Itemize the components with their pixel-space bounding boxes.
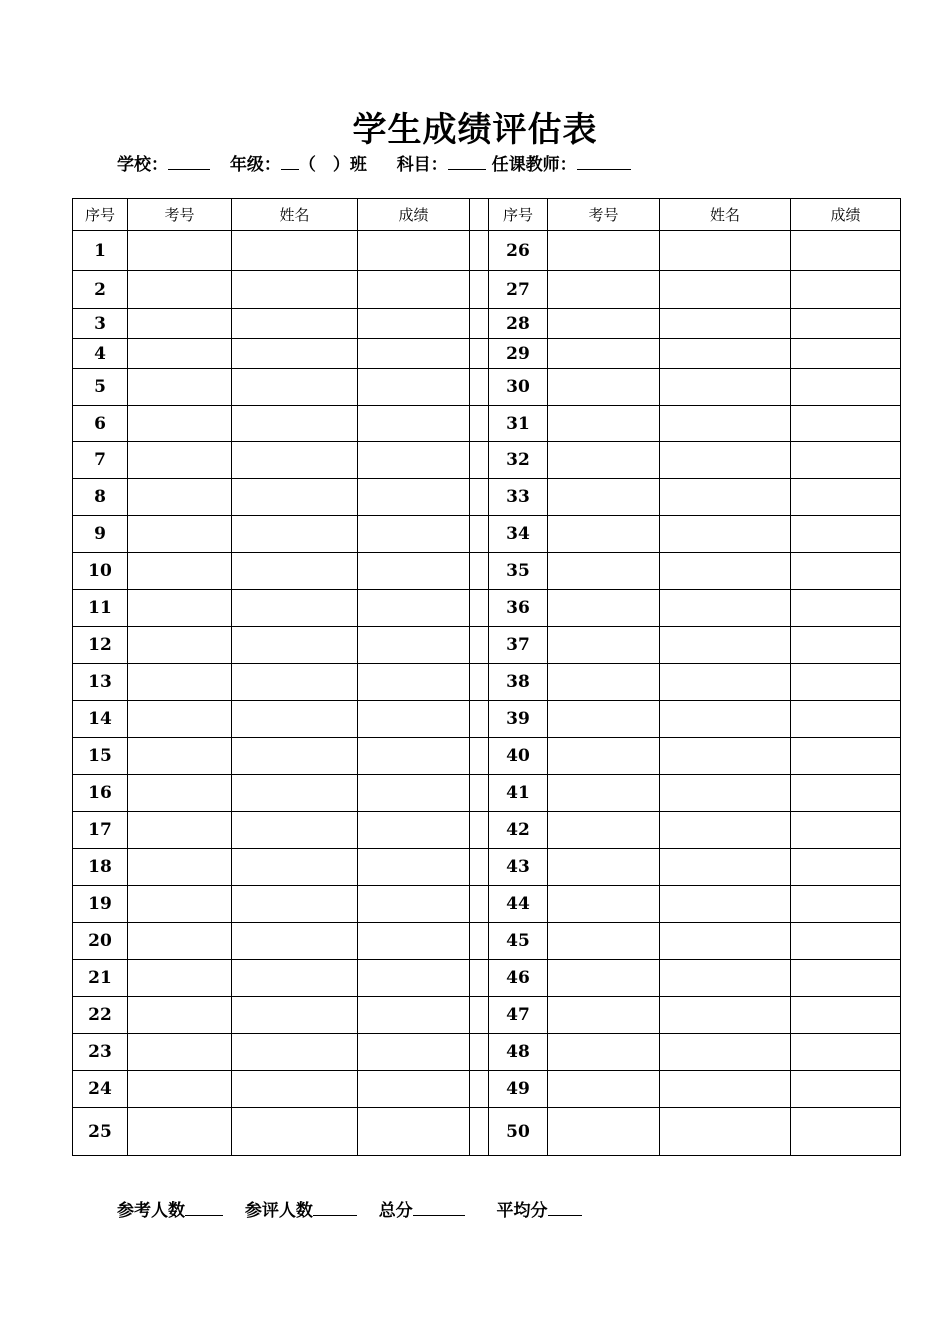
table-gap [470, 923, 489, 960]
table-gap [470, 479, 489, 516]
school-label: 学校： [117, 155, 168, 175]
exam-no-cell[interactable] [548, 406, 660, 442]
exam-no-cell[interactable] [548, 516, 660, 553]
score-cell[interactable] [791, 812, 901, 849]
seq-cell: 49 [489, 1071, 548, 1108]
seq-cell: 18 [73, 849, 128, 886]
seq-cell: 19 [73, 886, 128, 923]
exam-no-cell[interactable] [128, 701, 232, 738]
score-cell[interactable] [358, 849, 470, 886]
table-row [73, 516, 901, 553]
seq-cell: 36 [489, 590, 548, 627]
seq-cell: 35 [489, 553, 548, 590]
average-field[interactable] [548, 1199, 582, 1216]
exam-no-cell[interactable] [128, 775, 232, 812]
score-cell[interactable] [358, 271, 470, 309]
score-cell[interactable] [358, 664, 470, 701]
seq-cell: 20 [73, 923, 128, 960]
name-cell[interactable] [232, 701, 358, 738]
header-seq: 序号 [489, 199, 548, 231]
score-cell[interactable] [791, 339, 901, 369]
seq-cell: 32 [489, 442, 548, 479]
school-field[interactable] [168, 153, 210, 170]
name-cell[interactable] [232, 442, 358, 479]
seq-cell: 1 [73, 231, 128, 271]
participants-label: 参考人数 [117, 1201, 185, 1221]
header-seq: 序号 [73, 199, 128, 231]
total-field[interactable] [413, 1199, 465, 1216]
score-cell[interactable] [358, 812, 470, 849]
table-row [73, 406, 901, 442]
table-row [73, 369, 901, 406]
score-cell[interactable] [791, 406, 901, 442]
table-row [73, 775, 901, 812]
table-gap [470, 199, 489, 231]
seq-cell: 8 [73, 479, 128, 516]
table-gap [470, 1108, 489, 1156]
table-row [73, 997, 901, 1034]
score-cell[interactable] [791, 960, 901, 997]
score-cell[interactable] [358, 997, 470, 1034]
exam-no-cell[interactable] [128, 627, 232, 664]
name-cell[interactable] [232, 369, 358, 406]
name-cell[interactable] [660, 479, 791, 516]
table-gap [470, 1034, 489, 1071]
seq-cell: 50 [489, 1108, 548, 1156]
exam-no-cell[interactable] [128, 738, 232, 775]
score-cell[interactable] [358, 627, 470, 664]
name-cell[interactable] [232, 553, 358, 590]
score-cell[interactable] [791, 701, 901, 738]
score-cell[interactable] [791, 271, 901, 309]
exam-no-cell[interactable] [548, 812, 660, 849]
exam-no-cell[interactable] [128, 553, 232, 590]
name-cell[interactable] [660, 1071, 791, 1108]
table-row [73, 923, 901, 960]
name-cell[interactable] [660, 812, 791, 849]
table-gap [470, 369, 489, 406]
table-row [73, 849, 901, 886]
name-cell[interactable] [232, 271, 358, 309]
name-cell[interactable] [232, 231, 358, 271]
score-cell[interactable] [358, 553, 470, 590]
class-label: （ ）班 [298, 155, 367, 175]
name-cell[interactable] [660, 775, 791, 812]
exam-no-cell[interactable] [548, 849, 660, 886]
score-cell[interactable] [358, 1108, 470, 1156]
header-exam-no: 考号 [548, 199, 660, 231]
name-cell[interactable] [660, 231, 791, 271]
seq-cell: 17 [73, 812, 128, 849]
name-cell[interactable] [660, 271, 791, 309]
seq-cell: 45 [489, 923, 548, 960]
teacher-label: 任课教师： [491, 155, 577, 175]
name-cell[interactable] [660, 701, 791, 738]
exam-no-cell[interactable] [548, 231, 660, 271]
table-row [73, 738, 901, 775]
name-cell[interactable] [232, 627, 358, 664]
name-cell[interactable] [660, 516, 791, 553]
name-cell[interactable] [660, 590, 791, 627]
score-cell[interactable] [791, 1108, 901, 1156]
table-gap [470, 886, 489, 923]
exam-no-cell[interactable] [548, 997, 660, 1034]
exam-no-cell[interactable] [548, 1108, 660, 1156]
exam-no-cell[interactable] [548, 339, 660, 369]
score-cell[interactable] [358, 231, 470, 271]
exam-no-cell[interactable] [128, 849, 232, 886]
seq-cell: 21 [73, 960, 128, 997]
exam-no-cell[interactable] [128, 479, 232, 516]
subject-field[interactable] [448, 153, 486, 170]
score-cell[interactable] [791, 1071, 901, 1108]
summary-footer [117, 1196, 582, 1221]
evaluated-label: 参评人数 [244, 1201, 313, 1221]
exam-no-cell[interactable] [128, 442, 232, 479]
evaluated-field[interactable] [313, 1199, 357, 1216]
seq-cell: 7 [73, 442, 128, 479]
exam-no-cell[interactable] [128, 1034, 232, 1071]
table-row [73, 1071, 901, 1108]
exam-no-cell[interactable] [128, 339, 232, 369]
table-row [73, 886, 901, 923]
exam-no-cell[interactable] [128, 812, 232, 849]
name-cell[interactable] [232, 479, 358, 516]
seq-cell: 43 [489, 849, 548, 886]
name-cell[interactable] [232, 1071, 358, 1108]
score-cell[interactable] [791, 775, 901, 812]
seq-cell: 44 [489, 886, 548, 923]
score-cell[interactable] [358, 590, 470, 627]
seq-cell: 6 [73, 406, 128, 442]
name-cell[interactable] [660, 960, 791, 997]
table-row [73, 309, 901, 339]
table-row [73, 627, 901, 664]
exam-no-cell[interactable] [548, 1071, 660, 1108]
exam-no-cell[interactable] [548, 775, 660, 812]
name-cell[interactable] [232, 590, 358, 627]
name-cell[interactable] [660, 1108, 791, 1156]
name-cell[interactable] [232, 516, 358, 553]
score-cell[interactable] [791, 627, 901, 664]
seq-cell: 34 [489, 516, 548, 553]
name-cell[interactable] [660, 339, 791, 369]
exam-no-cell[interactable] [548, 701, 660, 738]
table-row [73, 1034, 901, 1071]
exam-no-cell[interactable] [548, 369, 660, 406]
seq-cell: 4 [73, 339, 128, 369]
exam-no-cell[interactable] [128, 516, 232, 553]
total-label: 总分 [378, 1201, 413, 1221]
exam-no-cell[interactable] [548, 1034, 660, 1071]
page-title: 学生成绩评估表 [352, 110, 598, 150]
seq-cell: 47 [489, 997, 548, 1034]
seq-cell: 46 [489, 960, 548, 997]
name-cell[interactable] [660, 886, 791, 923]
seq-cell: 33 [489, 479, 548, 516]
name-cell[interactable] [232, 960, 358, 997]
exam-no-cell[interactable] [548, 923, 660, 960]
exam-no-cell[interactable] [128, 369, 232, 406]
score-cell[interactable] [358, 406, 470, 442]
table-gap [470, 812, 489, 849]
exam-no-cell[interactable] [548, 886, 660, 923]
name-cell[interactable] [232, 997, 358, 1034]
table-gap [470, 442, 489, 479]
exam-no-cell[interactable] [128, 960, 232, 997]
table-gap [470, 231, 489, 271]
score-cell[interactable] [791, 738, 901, 775]
table-gap [470, 664, 489, 701]
table-row [73, 1108, 901, 1156]
seq-cell: 14 [73, 701, 128, 738]
seq-cell: 31 [489, 406, 548, 442]
seq-cell: 12 [73, 627, 128, 664]
score-cell[interactable] [358, 1034, 470, 1071]
header-name: 姓名 [232, 199, 358, 231]
seq-cell: 40 [489, 738, 548, 775]
exam-no-cell[interactable] [128, 590, 232, 627]
exam-no-cell[interactable] [548, 271, 660, 309]
name-cell[interactable] [660, 309, 791, 339]
table-row [73, 339, 901, 369]
score-table [72, 198, 901, 1156]
header-exam-no: 考号 [128, 199, 232, 231]
seq-cell: 5 [73, 369, 128, 406]
name-cell[interactable] [232, 812, 358, 849]
seq-cell: 11 [73, 590, 128, 627]
name-cell[interactable] [232, 1034, 358, 1071]
header-name: 姓名 [660, 199, 791, 231]
score-cell[interactable] [791, 553, 901, 590]
table-gap [470, 590, 489, 627]
name-cell[interactable] [232, 886, 358, 923]
seq-cell: 41 [489, 775, 548, 812]
exam-no-cell[interactable] [548, 738, 660, 775]
seq-cell: 3 [73, 309, 128, 339]
exam-no-cell[interactable] [548, 590, 660, 627]
table-row [73, 479, 901, 516]
table-row [73, 701, 901, 738]
name-cell[interactable] [232, 738, 358, 775]
header-score: 成绩 [791, 199, 901, 231]
score-cell[interactable] [358, 442, 470, 479]
seq-cell: 24 [73, 1071, 128, 1108]
table-gap [470, 960, 489, 997]
name-cell[interactable] [660, 442, 791, 479]
name-cell[interactable] [232, 775, 358, 812]
score-cell[interactable] [791, 849, 901, 886]
seq-cell: 26 [489, 231, 548, 271]
table-row [73, 960, 901, 997]
table-gap [470, 271, 489, 309]
score-cell[interactable] [791, 369, 901, 406]
name-cell[interactable] [660, 1034, 791, 1071]
table-gap [470, 516, 489, 553]
seq-cell: 10 [73, 553, 128, 590]
exam-no-cell[interactable] [128, 664, 232, 701]
seq-cell: 37 [489, 627, 548, 664]
table-gap [470, 997, 489, 1034]
exam-no-cell[interactable] [548, 309, 660, 339]
table-gap [470, 406, 489, 442]
seq-cell: 30 [489, 369, 548, 406]
name-cell[interactable] [660, 849, 791, 886]
seq-cell: 25 [73, 1108, 128, 1156]
seq-cell: 38 [489, 664, 548, 701]
table-gap [470, 627, 489, 664]
name-cell[interactable] [660, 627, 791, 664]
table-row [73, 812, 901, 849]
name-cell[interactable] [232, 664, 358, 701]
score-cell[interactable] [358, 886, 470, 923]
score-cell[interactable] [791, 231, 901, 271]
participants-field[interactable] [185, 1199, 223, 1216]
score-cell[interactable] [791, 997, 901, 1034]
score-cell[interactable] [791, 479, 901, 516]
score-cell[interactable] [358, 960, 470, 997]
header-score: 成绩 [358, 199, 470, 231]
exam-no-cell[interactable] [128, 1071, 232, 1108]
name-cell[interactable] [660, 406, 791, 442]
exam-no-cell[interactable] [128, 231, 232, 271]
seq-cell: 29 [489, 339, 548, 369]
name-cell[interactable] [660, 664, 791, 701]
name-cell[interactable] [660, 738, 791, 775]
score-cell[interactable] [791, 886, 901, 923]
exam-no-cell[interactable] [128, 997, 232, 1034]
exam-no-cell[interactable] [128, 1108, 232, 1156]
name-cell[interactable] [232, 309, 358, 339]
seq-cell: 2 [73, 271, 128, 309]
score-cell[interactable] [791, 664, 901, 701]
grade-label: 年级： [229, 155, 281, 175]
exam-no-cell[interactable] [548, 479, 660, 516]
exam-no-cell[interactable] [548, 627, 660, 664]
name-cell[interactable] [660, 369, 791, 406]
table-gap [470, 309, 489, 339]
exam-no-cell[interactable] [128, 309, 232, 339]
score-cell[interactable] [358, 775, 470, 812]
name-cell[interactable] [660, 923, 791, 960]
average-label: 平均分 [496, 1201, 548, 1221]
table-gap [470, 775, 489, 812]
exam-no-cell[interactable] [548, 553, 660, 590]
form-header-fields [117, 150, 631, 175]
exam-no-cell[interactable] [128, 406, 232, 442]
name-cell[interactable] [232, 923, 358, 960]
seq-cell: 9 [73, 516, 128, 553]
seq-cell: 28 [489, 309, 548, 339]
table-header-row [73, 199, 901, 231]
table-row [73, 271, 901, 309]
table-gap [470, 701, 489, 738]
score-cell[interactable] [358, 701, 470, 738]
exam-no-cell[interactable] [548, 664, 660, 701]
name-cell[interactable] [232, 849, 358, 886]
score-cell[interactable] [791, 442, 901, 479]
name-cell[interactable] [660, 997, 791, 1034]
score-cell[interactable] [358, 1071, 470, 1108]
exam-no-cell[interactable] [548, 442, 660, 479]
table-row [73, 442, 901, 479]
seq-cell: 22 [73, 997, 128, 1034]
table-gap [470, 1071, 489, 1108]
seq-cell: 48 [489, 1034, 548, 1071]
subject-label: 科目： [396, 155, 448, 175]
score-cell[interactable] [358, 516, 470, 553]
exam-no-cell[interactable] [128, 886, 232, 923]
score-cell[interactable] [358, 309, 470, 339]
name-cell[interactable] [232, 339, 358, 369]
teacher-field[interactable] [577, 153, 631, 170]
exam-no-cell[interactable] [548, 960, 660, 997]
exam-no-cell[interactable] [128, 271, 232, 309]
table-row [73, 231, 901, 271]
name-cell[interactable] [232, 406, 358, 442]
table-row [73, 664, 901, 701]
seq-cell: 15 [73, 738, 128, 775]
seq-cell: 16 [73, 775, 128, 812]
score-cell[interactable] [791, 309, 901, 339]
seq-cell: 23 [73, 1034, 128, 1071]
seq-cell: 42 [489, 812, 548, 849]
seq-cell: 39 [489, 701, 548, 738]
score-cell[interactable] [358, 923, 470, 960]
seq-cell: 27 [489, 271, 548, 309]
score-cell[interactable] [791, 516, 901, 553]
table-gap [470, 553, 489, 590]
score-cell[interactable] [791, 1034, 901, 1071]
score-cell[interactable] [358, 738, 470, 775]
score-cell[interactable] [358, 479, 470, 516]
table-gap [470, 339, 489, 369]
score-cell[interactable] [358, 369, 470, 406]
grade-field[interactable] [281, 153, 299, 170]
table-gap [470, 849, 489, 886]
score-cell[interactable] [791, 923, 901, 960]
name-cell[interactable] [660, 553, 791, 590]
score-cell[interactable] [358, 339, 470, 369]
score-cell[interactable] [791, 590, 901, 627]
exam-no-cell[interactable] [128, 923, 232, 960]
name-cell[interactable] [232, 1108, 358, 1156]
table-row [73, 553, 901, 590]
table-row [73, 590, 901, 627]
table-gap [470, 738, 489, 775]
seq-cell: 13 [73, 664, 128, 701]
